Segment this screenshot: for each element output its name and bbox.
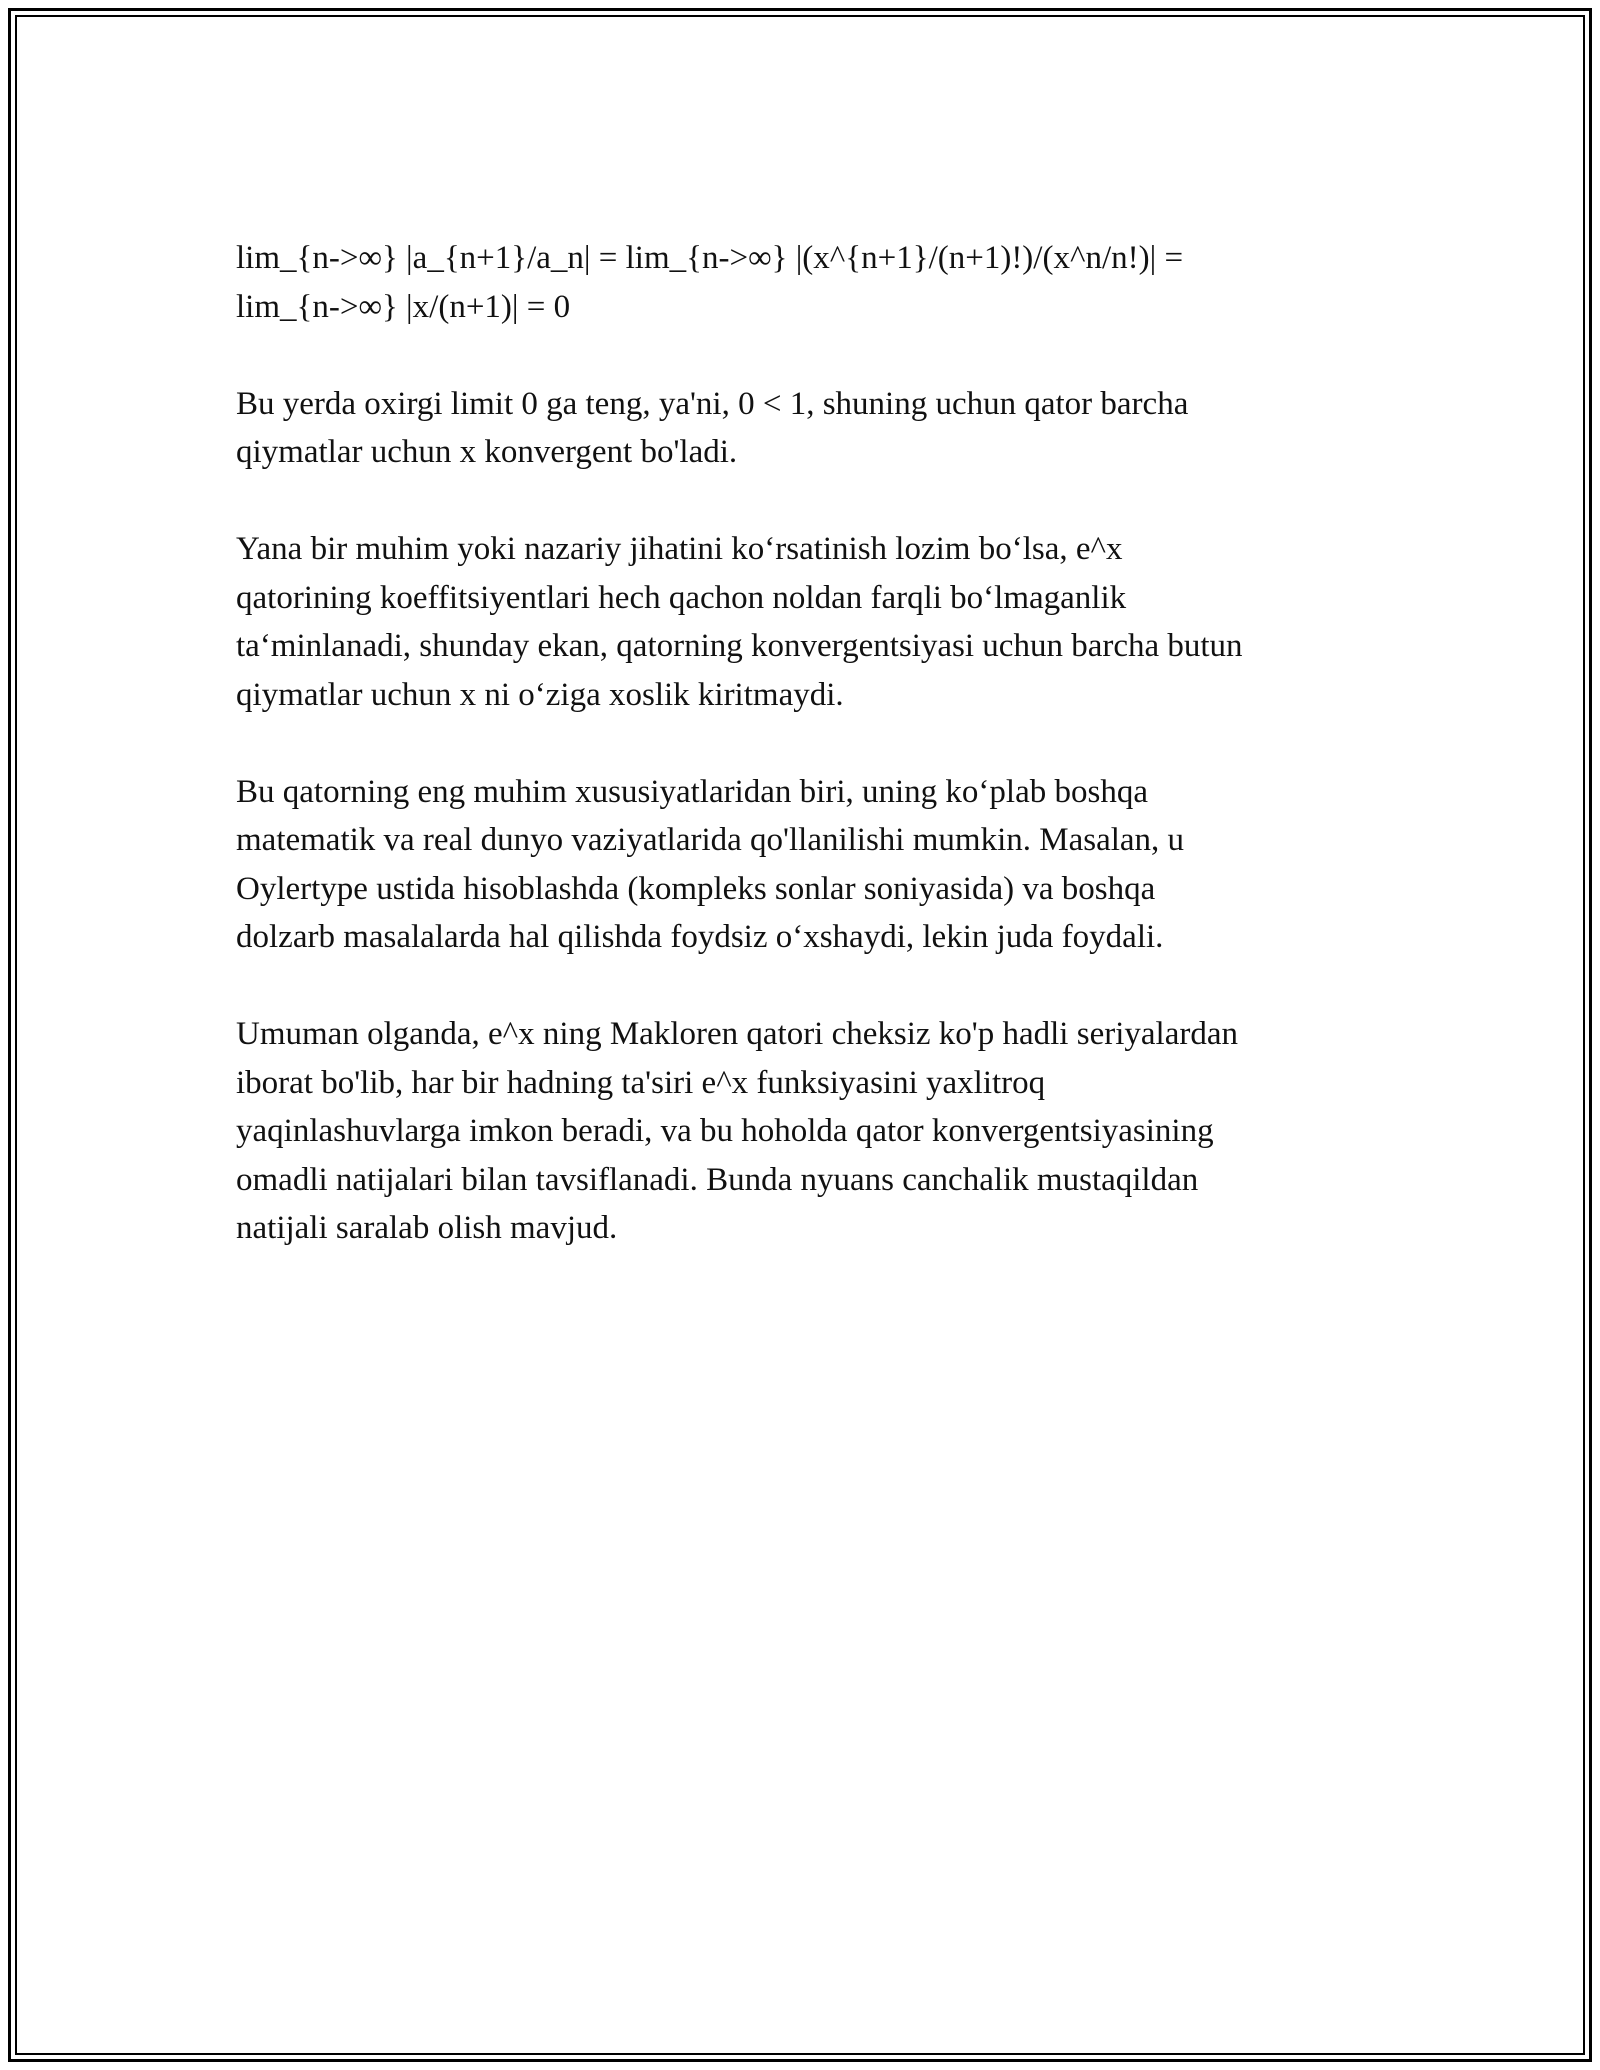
- text-line: Yana bir muhim yoki nazariy jihatini ko‘rsatinish lozim bo‘lsa, e^x: [236, 531, 1123, 567]
- text-line: Bu qatorning eng muhim xususiyatlaridan biri, uning ko‘plab boshqa: [236, 773, 1148, 810]
- text-line: ta‘minlanadi, shunday ekan, qatorning konvergentsiyasi uchun barcha butun: [236, 628, 1243, 664]
- text-line: Oylertype ustida hisoblashda (kompleks sonlar soniyasida) va boshqa: [236, 870, 1156, 907]
- text-line: matematik va real dunyo vaziyatlarida qo'llanilishi mumkin. Masalan, u: [236, 822, 1185, 858]
- text-line: qatorining koeffitsiyentlari hech qachon noldan farqli bo‘lmaganlik: [236, 579, 1127, 616]
- text-line: Umuman olganda, e^x ning Makloren qatori cheksiz ko'p hadli seriyalardan: [236, 1016, 1238, 1052]
- text-line: qiymatlar uchun x ni o‘ziga xoslik kiritmaydi.: [236, 676, 844, 713]
- text-line: lim_{n->∞} |a_{n+1}/a_n| = lim_{n->∞} |(x^{n+1}/(n+1)!)/(x^n/n!)| =: [236, 240, 1184, 276]
- text-line: natijali saralab olish mavjud.: [236, 1210, 618, 1246]
- text-line: qiymatlar uchun x konvergent bo'ladi.: [236, 434, 738, 470]
- text-line: lim_{n->∞} |x/(n+1)| = 0: [236, 288, 571, 325]
- text-line: iborat bo'lib, har bir hadning ta'siri e^x funksiyasini yaxlitroq: [236, 1064, 1046, 1101]
- paragraph-applications: [236, 768, 1366, 962]
- text-line: omadli natijalari bilan tavsiflanadi. Bunda nyuans canchalik mustaqildan: [236, 1161, 1199, 1198]
- paragraph-coefficients: [236, 525, 1366, 719]
- text-line: dolzarb masalalarda hal qilishda foydsiz o‘xshaydi, lekin juda foydali.: [236, 919, 1164, 955]
- paragraph-limit-formula: [236, 234, 1366, 331]
- text-line: Bu yerda oxirgi limit 0 ga teng, ya'ni, 0 < 1, shuning uchun qator barcha: [236, 385, 1189, 422]
- paragraph-summary: [236, 1010, 1366, 1253]
- document-body: [236, 234, 1366, 1301]
- paragraph-convergence: [236, 380, 1366, 477]
- text-line: yaqinlashuvlarga imkon beradi, va bu hoholda qator konvergentsiyasining: [236, 1113, 1214, 1149]
